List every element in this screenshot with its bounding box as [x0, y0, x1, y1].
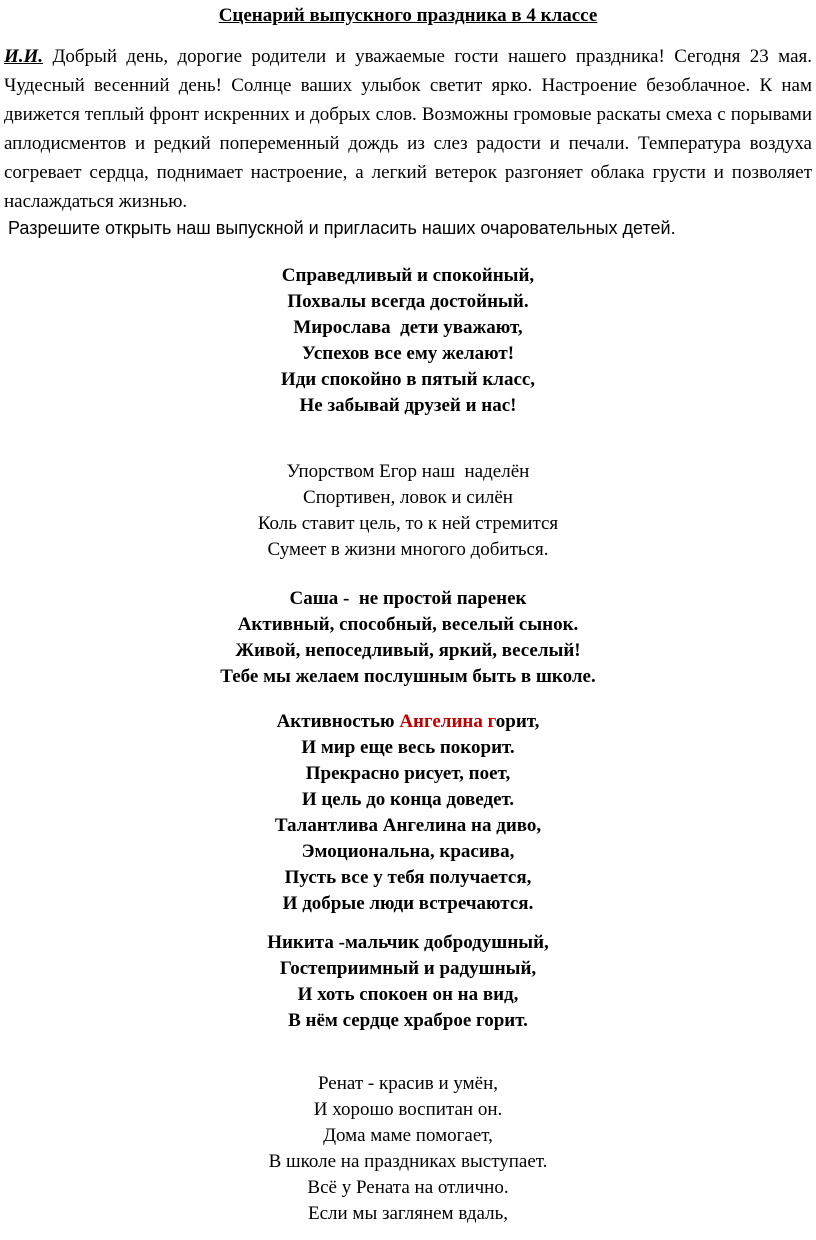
poem-line [0, 709, 816, 735]
poem-line: В нём сердце храброе горит. [288, 1010, 528, 1031]
poem-line: В школе на праздниках выступает. [268, 1151, 548, 1172]
poem-line: Успехов все ему желают! [301, 343, 515, 364]
poem-line: Пусть все у тебя получается, [284, 867, 532, 888]
poem-line: Спортивен, ловок и силён [303, 487, 513, 508]
poem-line: Иди спокойно в пятый класс, [280, 369, 536, 390]
page-title: Сценарий выпускного праздника в 4 классе [218, 5, 598, 26]
poem-stanza-sasha [0, 586, 816, 690]
poem-line: Справедливый и спокойный, [281, 265, 535, 286]
poem-line: Никита -мальчик добродушный, [267, 932, 549, 953]
poem-line: Не забывай друзей и нас! [299, 395, 517, 416]
poem-stanza-nikita [0, 930, 816, 1034]
poem-line: Ренат - красив и умён, [317, 1073, 499, 1094]
poem-line: И добрые люди встречаются. [282, 893, 534, 914]
poem-line: Гостеприимный и радушный, [279, 958, 537, 979]
poem-line: Живой, непоседливый, яркий, веселый! [235, 640, 581, 661]
poem-line: Коль ставит цель, то к ней стремится [257, 513, 559, 534]
poem-line: Эмоциональна, красива, [301, 841, 515, 862]
poem-line: Дома маме помогает, [323, 1125, 493, 1146]
poem-line: Талантлива Ангелина на диво, [274, 815, 542, 836]
poem-line: Тебе мы желаем послушным быть в школе. [220, 666, 596, 687]
speaker-label: И.И. [4, 46, 44, 67]
poem-line: И цель до конца доведет. [301, 789, 515, 810]
poem-stanza-miroslava [0, 263, 816, 419]
poem-line: Мирослава дети уважают, [293, 317, 523, 338]
poem-line: Активный, способный, веселый сынок. [237, 614, 579, 635]
poem-line: Саша - не простой паренек [289, 588, 527, 609]
poem-line: Прекрасно рисует, поет, [305, 763, 511, 784]
poem-stanza-renat [0, 1071, 816, 1227]
intro-text: Добрый день, дорогие родители и уважаемые гости нашего праздника! Сегодня 23 мая. Чудесный весенний день! Солнце ваших улыбок светит ярко. Настроение безоблачное. К нам движется теплый фронт искренних и добрых слов. Возможны громовые раскаты смеха с порывами аплодисментов и редкий попеременный дождь из слез радости и печали. Температура воздуха согревает сердца, поднимает настроение, а легкий ветерок разгоняет облака грусти и позволяет наслаждаться жизнью. [4, 46, 812, 212]
poem-line: И хорошо воспитан он. [313, 1099, 503, 1120]
highlighted-name: Ангелина г [399, 711, 496, 732]
poem-stanza-egor [0, 459, 816, 563]
invitation-text: Разрешите открыть наш выпускной и пригласить наших очаровательных детей. [8, 218, 676, 238]
intro-paragraph [4, 42, 812, 216]
poem-line: Похвалы всегда достойный. [287, 291, 529, 312]
poem-text: Активностью [276, 711, 400, 732]
poem-line: Всё у Рената на отлично. [307, 1177, 509, 1198]
poem-line: Упорством Егор наш наделён [286, 461, 530, 482]
poem-line: И хоть спокоен он на вид, [297, 984, 519, 1005]
poem-text: орит, [495, 711, 540, 732]
poem-line: Если мы заглянем вдаль, [307, 1203, 508, 1224]
poem-line: И мир еще весь покорит. [301, 737, 515, 758]
poem-stanza-angelina [0, 709, 816, 917]
poem-line: Сумеет в жизни многого добиться. [267, 539, 549, 560]
